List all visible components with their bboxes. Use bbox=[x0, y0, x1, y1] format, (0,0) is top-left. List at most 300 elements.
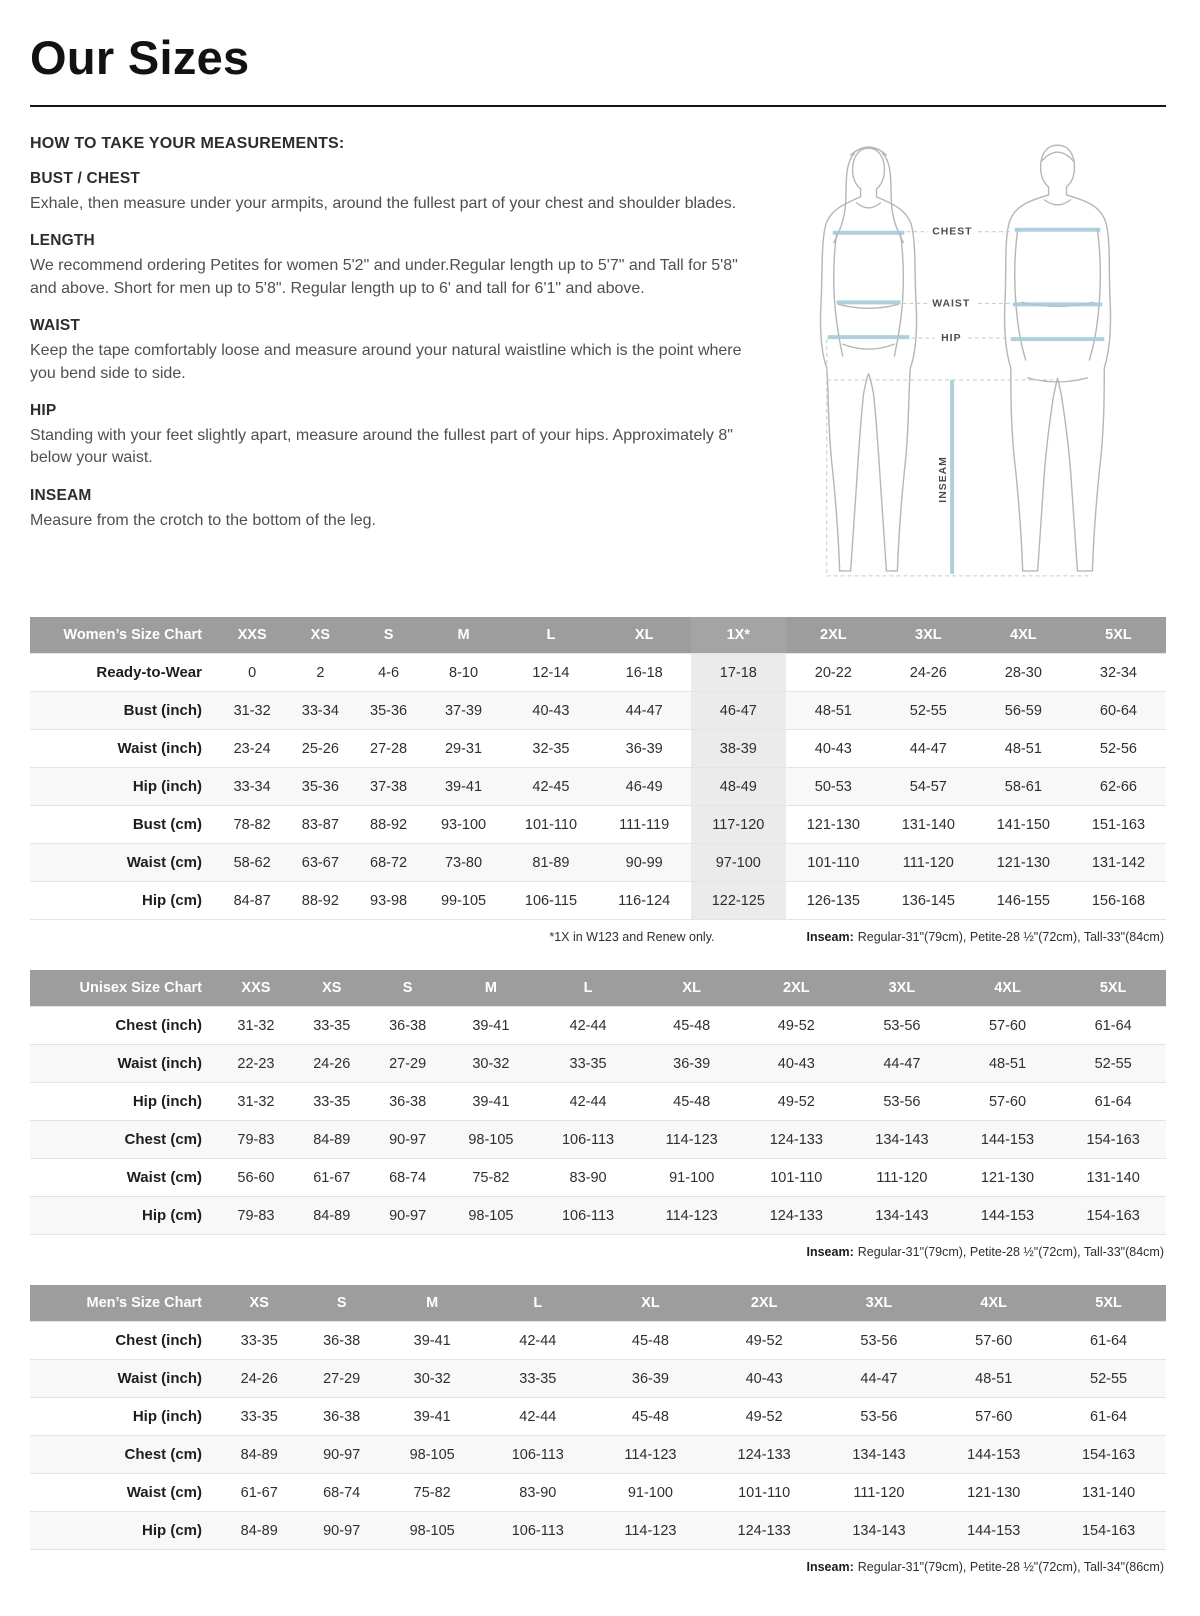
size-value: 22-23 bbox=[237, 1055, 275, 1072]
size-value: 154-163 bbox=[1081, 1446, 1136, 1463]
size-value: 61-67 bbox=[313, 1169, 351, 1186]
size-value: 37-39 bbox=[444, 702, 483, 719]
size-value: 36-39 bbox=[625, 740, 663, 757]
size-value: 42-44 bbox=[569, 1017, 607, 1034]
size-value: 126-135 bbox=[806, 892, 860, 909]
size-value: 45-48 bbox=[631, 1408, 669, 1425]
size-column-header: S bbox=[300, 1285, 382, 1322]
size-value: 24-26 bbox=[909, 664, 947, 681]
size-column-header: L bbox=[481, 1285, 594, 1322]
size-charts-section bbox=[30, 617, 1166, 1574]
size-value: 61-67 bbox=[240, 1484, 278, 1501]
size-value: 114-123 bbox=[624, 1522, 677, 1539]
measurement-row bbox=[30, 1197, 1166, 1235]
row-label: Chest (inch) bbox=[115, 1332, 202, 1349]
size-value: 121-130 bbox=[980, 1169, 1035, 1186]
size-value: 0 bbox=[248, 664, 257, 681]
size-column-header: 4XL bbox=[955, 970, 1061, 1007]
size-value: 39-41 bbox=[472, 1093, 510, 1110]
womens-inseam-footnote bbox=[807, 930, 1165, 944]
measurement-row bbox=[30, 1474, 1166, 1512]
row-label: Chest (inch) bbox=[115, 1017, 202, 1034]
size-value: 90-97 bbox=[389, 1207, 427, 1224]
size-value: 38-39 bbox=[691, 730, 786, 768]
size-value: 32-35 bbox=[532, 740, 570, 757]
size-column-header: 5XL bbox=[1071, 617, 1166, 654]
size-value: 136-145 bbox=[901, 892, 955, 909]
size-value: 68-72 bbox=[370, 854, 408, 871]
measurement-instruction bbox=[30, 232, 754, 300]
size-value: 40-43 bbox=[777, 1055, 815, 1072]
womens-size-chart bbox=[30, 617, 1166, 920]
size-value: 31-32 bbox=[237, 1017, 275, 1034]
row-label: Ready-to-Wear bbox=[96, 664, 202, 681]
title-divider bbox=[30, 105, 1166, 107]
size-value: 4-6 bbox=[378, 664, 400, 681]
size-column-header: M bbox=[423, 617, 505, 654]
size-value: 44-47 bbox=[860, 1370, 898, 1387]
instruction-body: We recommend ordering Petites for women 5'2" and under.Regular length up to 5'7" and Tall for 5'8" and above. Short for men up to 5'8". Regular length up to 6' and tall for 6'1" and above. bbox=[30, 257, 738, 297]
measurement-row bbox=[30, 1159, 1166, 1197]
size-value: 44-47 bbox=[883, 1055, 921, 1072]
size-column-header: XXS bbox=[218, 617, 286, 654]
size-value: 44-47 bbox=[909, 740, 947, 757]
size-value: 46-49 bbox=[625, 778, 663, 795]
size-value: 60-64 bbox=[1099, 702, 1137, 719]
mens-inseam-footnote bbox=[807, 1560, 1165, 1574]
inseam-footnote-text: Regular-31"(79cm), Petite-28 ½"(72cm), Tall-33"(84cm) bbox=[857, 930, 1164, 944]
size-value: 134-143 bbox=[875, 1207, 929, 1224]
size-column-header: XL bbox=[640, 970, 744, 1007]
size-value: 90-97 bbox=[323, 1522, 361, 1539]
size-value: 53-56 bbox=[860, 1332, 898, 1349]
chest-label: CHEST bbox=[932, 226, 973, 238]
size-value: 33-35 bbox=[569, 1055, 607, 1072]
row-label: Chest (cm) bbox=[124, 1131, 202, 1148]
size-value: 49-52 bbox=[777, 1093, 815, 1110]
size-value: 79-83 bbox=[237, 1207, 275, 1224]
size-value: 146-155 bbox=[996, 892, 1050, 909]
size-value: 42-44 bbox=[519, 1408, 557, 1425]
size-value: 88-92 bbox=[301, 892, 339, 909]
size-value: 98-105 bbox=[409, 1446, 455, 1463]
size-column-header: L bbox=[536, 970, 640, 1007]
size-column-header: L bbox=[504, 617, 597, 654]
mens-chart-footnotes bbox=[30, 1560, 1164, 1574]
size-value: 40-43 bbox=[745, 1370, 783, 1387]
size-value: 46-47 bbox=[691, 692, 786, 730]
size-value: 124-133 bbox=[737, 1522, 791, 1539]
size-value: 53-56 bbox=[883, 1017, 921, 1034]
size-value: 52-56 bbox=[1099, 740, 1137, 757]
size-value: 48-51 bbox=[975, 1370, 1013, 1387]
size-value: 35-36 bbox=[370, 702, 408, 719]
size-column-header: XL bbox=[594, 1285, 707, 1322]
row-label: Hip (inch) bbox=[132, 778, 202, 795]
size-value: 36-38 bbox=[389, 1017, 427, 1034]
size-value: 31-32 bbox=[237, 1093, 275, 1110]
size-value: 36-38 bbox=[389, 1093, 427, 1110]
size-value: 36-38 bbox=[323, 1408, 361, 1425]
womens-size-chart-table bbox=[30, 617, 1166, 920]
size-value: 35-36 bbox=[301, 778, 339, 795]
row-label: Waist (inch) bbox=[117, 740, 202, 757]
size-value: 61-64 bbox=[1090, 1408, 1128, 1425]
womens-chart-footnotes bbox=[30, 930, 1164, 944]
size-value: 27-29 bbox=[323, 1370, 361, 1387]
size-value: 54-57 bbox=[909, 778, 947, 795]
size-value: 124-133 bbox=[769, 1207, 823, 1224]
size-value: 106-113 bbox=[511, 1522, 564, 1539]
measurement-row bbox=[30, 1121, 1166, 1159]
size-value: 27-29 bbox=[389, 1055, 427, 1072]
size-value: 52-55 bbox=[909, 702, 947, 719]
size-value: 81-89 bbox=[532, 854, 570, 871]
row-label: Hip (inch) bbox=[132, 1408, 202, 1425]
size-value: 29-31 bbox=[444, 740, 483, 757]
measurement-instructions bbox=[30, 133, 754, 532]
size-value: 39-41 bbox=[413, 1408, 451, 1425]
size-value: 28-30 bbox=[1004, 664, 1042, 681]
size-value: 84-89 bbox=[313, 1207, 351, 1224]
size-value: 91-100 bbox=[627, 1484, 673, 1501]
size-value: 83-90 bbox=[569, 1169, 607, 1186]
instruction-title: HIP bbox=[30, 401, 57, 419]
measurement-row bbox=[30, 882, 1166, 920]
size-value: 106-113 bbox=[561, 1207, 615, 1224]
measurement-row bbox=[30, 1322, 1166, 1360]
size-value: 39-41 bbox=[444, 778, 483, 795]
size-value: 37-38 bbox=[370, 778, 408, 795]
size-value: 101-110 bbox=[738, 1484, 791, 1501]
size-value: 101-110 bbox=[770, 1169, 823, 1186]
size-value: 63-67 bbox=[301, 854, 339, 871]
size-value: 156-168 bbox=[1091, 892, 1146, 909]
size-value: 49-52 bbox=[777, 1017, 815, 1034]
size-column-header: 3XL bbox=[849, 970, 955, 1007]
size-value: 61-64 bbox=[1094, 1017, 1132, 1034]
size-value: 101-110 bbox=[524, 816, 578, 833]
size-value: 121-130 bbox=[806, 816, 860, 833]
size-value: 17-18 bbox=[691, 654, 786, 692]
size-column-header: XS bbox=[218, 1285, 300, 1322]
size-value: 2 bbox=[316, 664, 325, 681]
size-value: 45-48 bbox=[631, 1332, 669, 1349]
size-value: 57-60 bbox=[988, 1093, 1027, 1110]
unisex-chart-title: Unisex Size Chart bbox=[30, 970, 218, 1007]
size-value: 75-82 bbox=[472, 1169, 510, 1186]
size-value: 45-48 bbox=[673, 1017, 711, 1034]
size-value: 131-142 bbox=[1091, 854, 1146, 871]
size-value: 154-163 bbox=[1081, 1522, 1136, 1539]
size-column-header: M bbox=[383, 1285, 482, 1322]
size-value: 68-74 bbox=[389, 1169, 427, 1186]
size-value: 30-32 bbox=[472, 1055, 510, 1072]
size-value: 40-43 bbox=[532, 702, 570, 719]
size-value: 93-100 bbox=[440, 816, 487, 833]
size-value: 42-44 bbox=[569, 1093, 607, 1110]
size-value: 144-153 bbox=[980, 1131, 1035, 1148]
size-value: 131-140 bbox=[901, 816, 955, 833]
size-value: 33-35 bbox=[240, 1332, 278, 1349]
womens-chart-title: Women’s Size Chart bbox=[30, 617, 218, 654]
size-value: 131-140 bbox=[1081, 1484, 1136, 1501]
row-label: Waist (cm) bbox=[126, 1484, 202, 1501]
instruction-title: INSEAM bbox=[30, 486, 92, 504]
measurement-instruction bbox=[30, 170, 754, 215]
size-value: 57-60 bbox=[975, 1332, 1013, 1349]
size-value: 45-48 bbox=[673, 1093, 711, 1110]
size-value: 58-61 bbox=[1004, 778, 1042, 795]
measurement-row bbox=[30, 1045, 1166, 1083]
size-value: 58-62 bbox=[233, 854, 271, 871]
size-column-header: XS bbox=[294, 970, 370, 1007]
size-value: 131-140 bbox=[1086, 1169, 1140, 1186]
unisex-size-chart bbox=[30, 970, 1166, 1235]
size-value: 61-64 bbox=[1094, 1093, 1132, 1110]
size-value: 114-123 bbox=[665, 1207, 718, 1224]
size-value: 144-153 bbox=[980, 1207, 1035, 1224]
size-value: 84-89 bbox=[240, 1522, 278, 1539]
size-value: 40-43 bbox=[814, 740, 852, 757]
size-value: 141-150 bbox=[996, 816, 1050, 833]
size-value: 33-35 bbox=[313, 1017, 351, 1034]
size-value: 8-10 bbox=[449, 664, 479, 681]
size-value: 20-22 bbox=[814, 664, 852, 681]
size-value: 49-52 bbox=[745, 1408, 783, 1425]
row-label: Waist (cm) bbox=[126, 1169, 202, 1186]
instruction-title: BUST / CHEST bbox=[30, 170, 141, 187]
measurement-instruction bbox=[30, 317, 754, 385]
size-value: 56-59 bbox=[1004, 702, 1042, 719]
inseam-footnote-label: Inseam: bbox=[806, 930, 854, 944]
size-value: 98-105 bbox=[468, 1131, 514, 1148]
size-value: 61-64 bbox=[1090, 1332, 1128, 1349]
size-value: 144-153 bbox=[967, 1446, 1021, 1463]
unisex-chart-footnotes bbox=[30, 1245, 1164, 1259]
woman-figure bbox=[821, 148, 917, 571]
inseam-label: INSEAM bbox=[938, 456, 950, 503]
footnote-1x-note: *1X in W123 and Renew only. bbox=[549, 930, 715, 944]
size-column-header: 4XL bbox=[976, 617, 1071, 654]
size-value: 52-55 bbox=[1090, 1370, 1128, 1387]
size-value: 154-163 bbox=[1086, 1207, 1140, 1224]
size-value: 50-53 bbox=[814, 778, 852, 795]
size-column-header: 2XL bbox=[744, 970, 850, 1007]
size-value: 53-56 bbox=[860, 1408, 898, 1425]
size-column-header: 1X* bbox=[691, 617, 786, 654]
measurement-row bbox=[30, 1007, 1166, 1045]
size-value: 90-97 bbox=[389, 1131, 427, 1148]
size-value: 144-153 bbox=[967, 1522, 1021, 1539]
measurement-row bbox=[30, 768, 1166, 806]
size-value: 106-113 bbox=[561, 1131, 615, 1148]
size-value: 36-38 bbox=[323, 1332, 361, 1349]
size-value: 48-51 bbox=[988, 1055, 1027, 1072]
size-column-header: 4XL bbox=[936, 1285, 1051, 1322]
inseam-footnote-text: Regular-31"(79cm), Petite-28 ½"(72cm), Tall-34"(86cm) bbox=[857, 1560, 1164, 1574]
size-value: 42-44 bbox=[519, 1332, 557, 1349]
measurement-row bbox=[30, 1398, 1166, 1436]
measurement-row bbox=[30, 806, 1166, 844]
size-value: 48-51 bbox=[814, 702, 852, 719]
size-value: 106-113 bbox=[511, 1446, 564, 1463]
mens-chart-title: Men’s Size Chart bbox=[30, 1285, 218, 1322]
instruction-title: WAIST bbox=[30, 317, 81, 335]
size-value: 31-32 bbox=[233, 702, 271, 719]
size-value: 90-97 bbox=[323, 1446, 361, 1463]
size-value: 97-100 bbox=[691, 844, 786, 882]
page-title: Our Sizes bbox=[30, 31, 250, 84]
size-value: 84-87 bbox=[233, 892, 271, 909]
row-label: Hip (cm) bbox=[142, 892, 202, 909]
size-value: 83-87 bbox=[301, 816, 339, 833]
size-value: 124-133 bbox=[737, 1446, 791, 1463]
measurement-row bbox=[30, 844, 1166, 882]
mens-size-chart bbox=[30, 1285, 1166, 1550]
size-value: 39-41 bbox=[472, 1017, 510, 1034]
size-value: 121-130 bbox=[967, 1484, 1021, 1501]
size-value: 24-26 bbox=[240, 1370, 278, 1387]
size-value: 151-163 bbox=[1091, 816, 1146, 833]
size-value: 12-14 bbox=[532, 664, 570, 681]
size-value: 134-143 bbox=[875, 1131, 929, 1148]
row-label: Bust (cm) bbox=[132, 816, 202, 833]
waist-label: WAIST bbox=[932, 298, 971, 310]
size-value: 56-60 bbox=[237, 1169, 275, 1186]
size-value: 57-60 bbox=[975, 1408, 1013, 1425]
size-column-header: XL bbox=[598, 617, 691, 654]
size-value: 57-60 bbox=[988, 1017, 1027, 1034]
measurement-row bbox=[30, 654, 1166, 692]
size-value: 24-26 bbox=[313, 1055, 351, 1072]
size-value: 42-45 bbox=[532, 778, 570, 795]
size-column-header: S bbox=[370, 970, 446, 1007]
man-figure bbox=[1005, 145, 1111, 571]
size-value: 106-115 bbox=[524, 892, 578, 909]
size-value: 33-35 bbox=[240, 1408, 278, 1425]
measurement-row bbox=[30, 692, 1166, 730]
row-label: Hip (cm) bbox=[142, 1522, 202, 1539]
size-value: 33-34 bbox=[233, 778, 271, 795]
measurement-row bbox=[30, 1083, 1166, 1121]
size-value: 49-52 bbox=[745, 1332, 783, 1349]
size-value: 48-51 bbox=[1004, 740, 1042, 757]
size-value: 68-74 bbox=[323, 1484, 361, 1501]
size-value: 84-89 bbox=[240, 1446, 278, 1463]
size-value: 98-105 bbox=[409, 1522, 455, 1539]
size-value: 83-90 bbox=[519, 1484, 557, 1501]
size-column-header: 5XL bbox=[1051, 1285, 1166, 1322]
size-value: 33-35 bbox=[313, 1093, 351, 1110]
instructions-heading: HOW TO TAKE YOUR MEASUREMENTS: bbox=[30, 135, 345, 152]
size-value: 114-123 bbox=[665, 1131, 718, 1148]
size-value: 39-41 bbox=[413, 1332, 451, 1349]
instruction-body: Measure from the crotch to the bottom of the leg. bbox=[30, 511, 376, 529]
size-value: 134-143 bbox=[852, 1522, 906, 1539]
size-value: 44-47 bbox=[625, 702, 663, 719]
instruction-body: Keep the tape comfortably loose and measure around your natural waistline which is the point where you bend side to side. bbox=[30, 342, 742, 382]
size-value: 99-105 bbox=[440, 892, 487, 909]
size-value: 117-120 bbox=[691, 806, 786, 844]
size-value: 116-124 bbox=[618, 892, 671, 909]
inseam-footnote-label: Inseam: bbox=[806, 1560, 854, 1574]
measurement-row bbox=[30, 1512, 1166, 1550]
size-value: 52-55 bbox=[1094, 1055, 1132, 1072]
measurement-row bbox=[30, 730, 1166, 768]
measurement-instruction bbox=[30, 487, 754, 532]
size-value: 93-98 bbox=[370, 892, 408, 909]
inseam-footnote-text: Regular-31"(79cm), Petite-28 ½"(72cm), Tall-33"(84cm) bbox=[857, 1245, 1164, 1259]
unisex-size-chart-table bbox=[30, 970, 1166, 1235]
size-value: 79-83 bbox=[237, 1131, 275, 1148]
size-value: 88-92 bbox=[370, 816, 408, 833]
instruction-body: Standing with your feet slightly apart, measure around the fullest part of your hips. Approximately 8" below your waist. bbox=[30, 426, 733, 467]
guide-lines bbox=[827, 232, 1090, 576]
size-value: 78-82 bbox=[233, 816, 271, 833]
size-value: 48-49 bbox=[691, 768, 786, 806]
row-label: Waist (inch) bbox=[117, 1370, 202, 1387]
size-column-header: 2XL bbox=[707, 1285, 822, 1322]
size-value: 16-18 bbox=[625, 664, 663, 681]
size-column-header: 3XL bbox=[822, 1285, 937, 1322]
size-value: 27-28 bbox=[370, 740, 408, 757]
row-label: Chest (cm) bbox=[124, 1446, 202, 1463]
measurement-row bbox=[30, 1360, 1166, 1398]
figure-outlines bbox=[821, 145, 1111, 571]
size-value: 73-80 bbox=[444, 854, 483, 871]
size-value: 90-99 bbox=[625, 854, 663, 871]
size-value: 25-26 bbox=[301, 740, 339, 757]
size-value: 33-35 bbox=[519, 1370, 557, 1387]
row-label: Hip (inch) bbox=[132, 1093, 202, 1110]
instruction-body: Exhale, then measure under your armpits, around the fullest part of your chest and shoulder blades. bbox=[30, 195, 737, 212]
row-label: Waist (inch) bbox=[117, 1055, 202, 1072]
size-value: 134-143 bbox=[852, 1446, 906, 1463]
row-label: Waist (cm) bbox=[126, 854, 202, 871]
size-column-header: 5XL bbox=[1060, 970, 1166, 1007]
size-value: 111-120 bbox=[853, 1484, 905, 1501]
size-value: 33-34 bbox=[301, 702, 339, 719]
size-value: 154-163 bbox=[1086, 1131, 1140, 1148]
size-column-header: M bbox=[446, 970, 537, 1007]
size-value: 111-120 bbox=[902, 854, 954, 871]
size-value: 111-120 bbox=[876, 1169, 928, 1186]
size-value: 23-24 bbox=[233, 740, 271, 757]
size-value: 53-56 bbox=[883, 1093, 921, 1110]
size-value: 124-133 bbox=[769, 1131, 823, 1148]
measurement-instruction bbox=[30, 402, 754, 470]
measurement-row bbox=[30, 1436, 1166, 1474]
row-label: Bust (inch) bbox=[123, 702, 202, 719]
size-value: 111-119 bbox=[619, 816, 670, 833]
size-value: 98-105 bbox=[468, 1207, 514, 1224]
size-value: 30-32 bbox=[413, 1370, 451, 1387]
size-value: 84-89 bbox=[313, 1131, 351, 1148]
inseam-footnote-label: Inseam: bbox=[806, 1245, 854, 1259]
size-value: 62-66 bbox=[1099, 778, 1137, 795]
row-label: Hip (cm) bbox=[142, 1207, 202, 1224]
mens-size-chart-table bbox=[30, 1285, 1166, 1550]
size-column-header: 3XL bbox=[881, 617, 976, 654]
instruction-sections bbox=[30, 170, 754, 532]
size-value: 91-100 bbox=[669, 1169, 715, 1186]
size-column-header: XXS bbox=[218, 970, 294, 1007]
size-value: 75-82 bbox=[413, 1484, 451, 1501]
unisex-inseam-footnote bbox=[807, 1245, 1165, 1259]
instruction-title: LENGTH bbox=[30, 232, 95, 250]
hip-label: HIP bbox=[941, 333, 962, 345]
